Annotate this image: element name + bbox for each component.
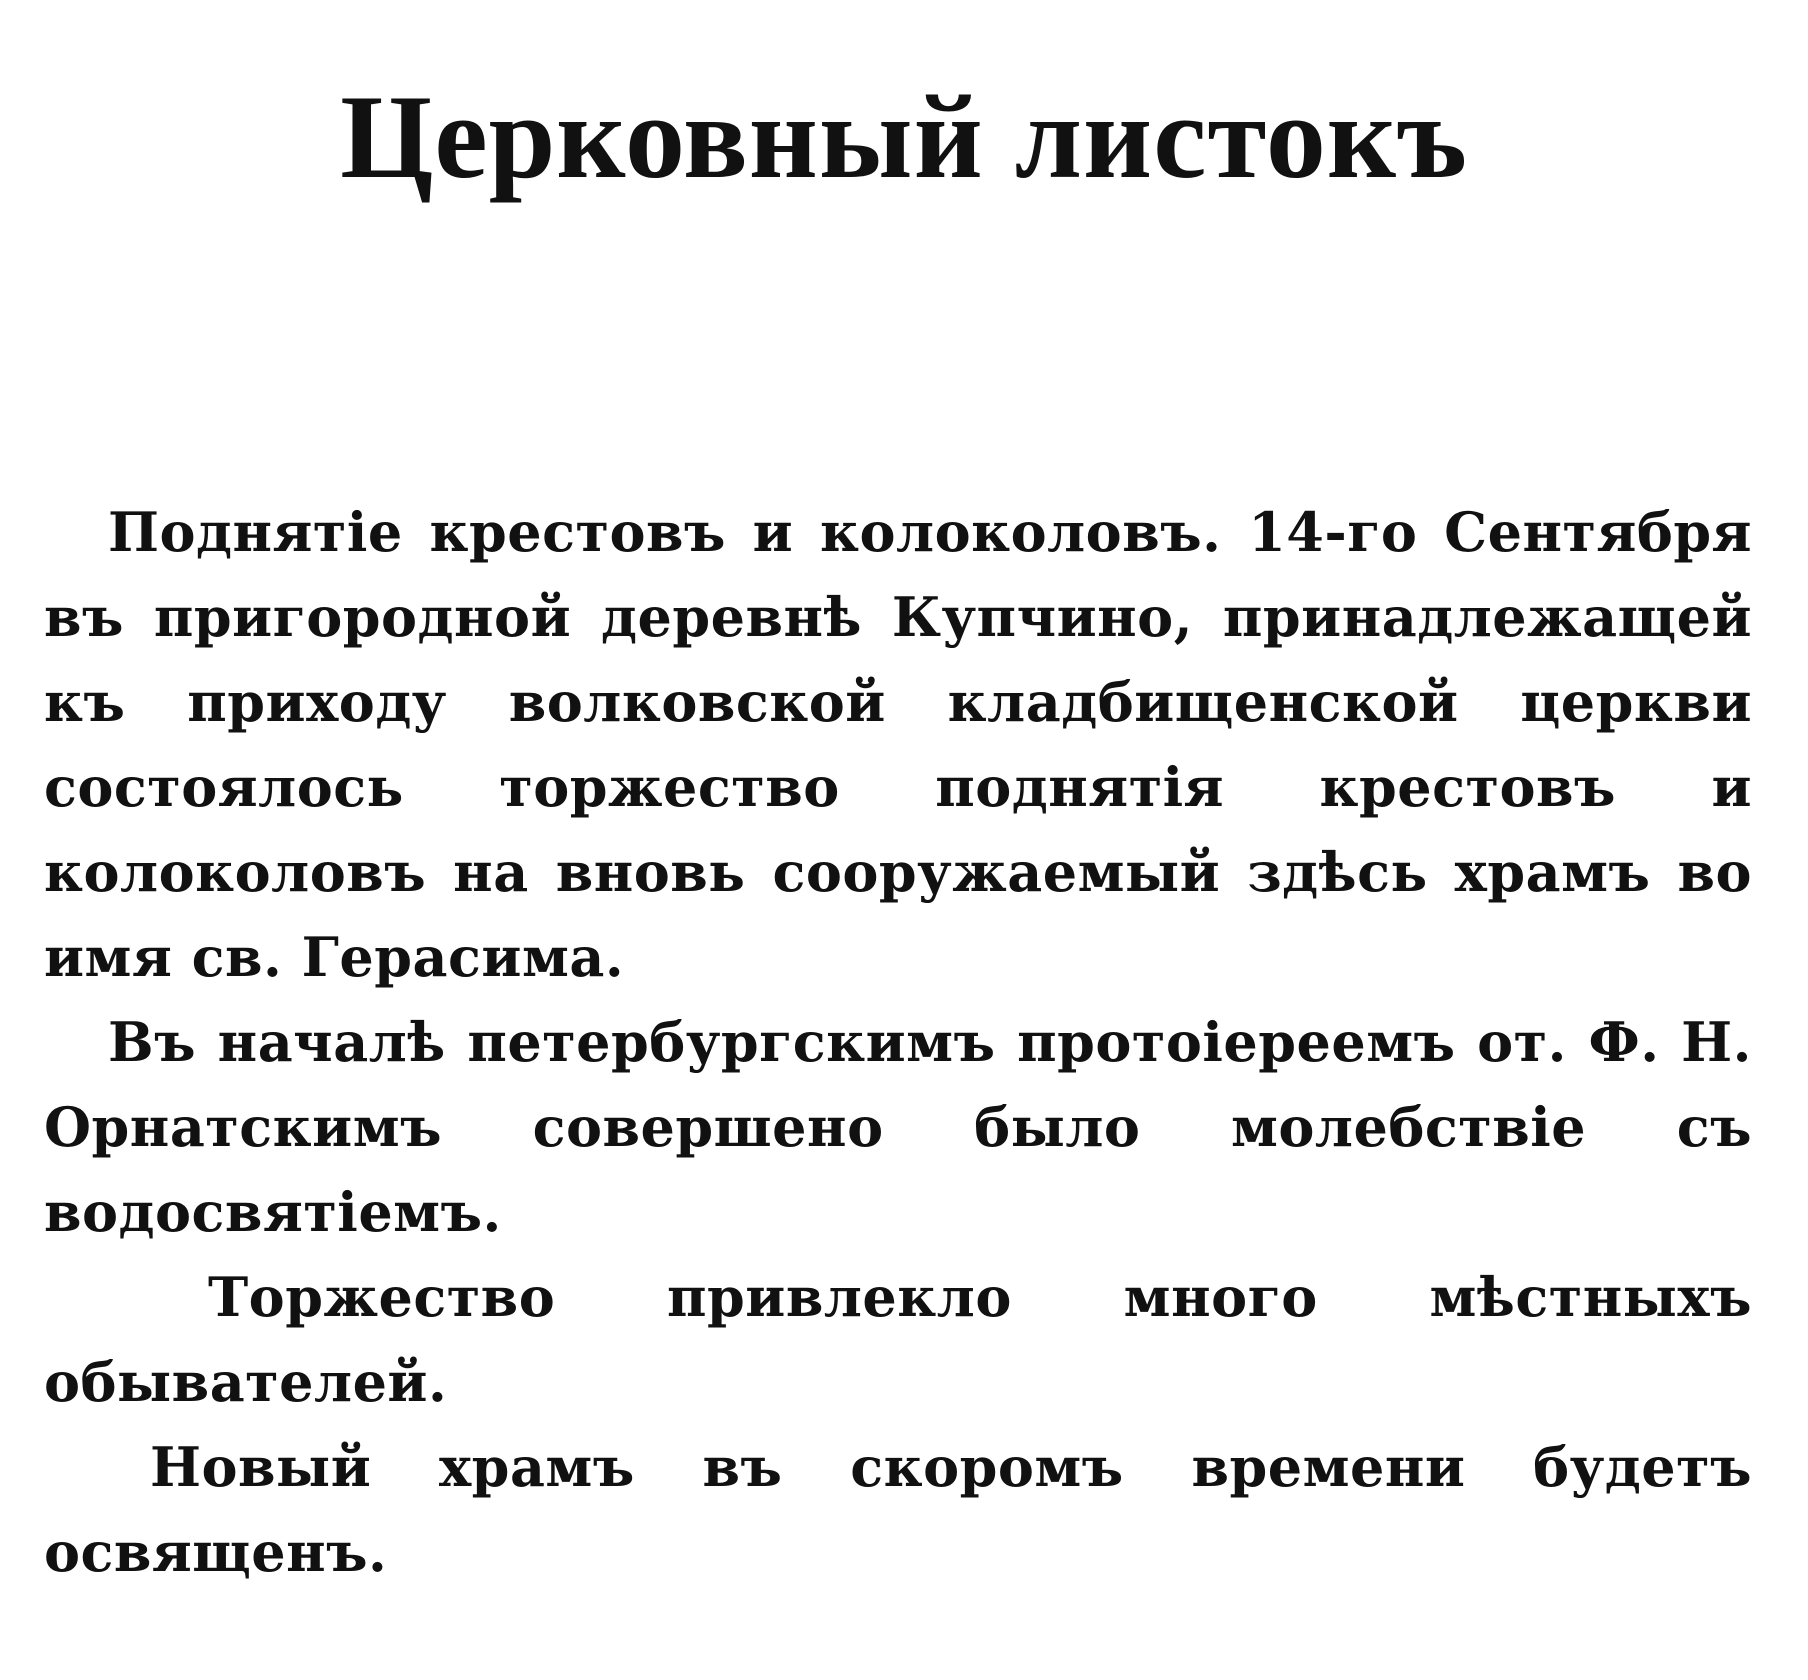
article-body <box>44 490 1752 1595</box>
document-title: Церковный листокъ <box>340 70 1468 203</box>
paragraph-attendance: Торжество привлекло много мѣстныхъ обывателей. <box>44 1265 1752 1414</box>
paragraph-consecration: Новый храмъ въ скоромъ времени будетъ освященъ. <box>44 1435 1752 1584</box>
paragraph-moleben: Въ началѣ петербургскимъ протоіереемъ от. Ф. Н. Орнатскимъ совершено было молебствіе съ водосвятіемъ. <box>44 1010 1752 1244</box>
paragraph-raising-crosses: Поднятіе крестовъ и колоколовъ. 14-го Сентября въ пригородной деревнѣ Купчино, принадлежащей къ приходу волковской кладбищенской церкви состоялось торжество поднятія крестовъ и колоколовъ на вновь сооружаемый здѣсь храмъ во имя св. Герасима. <box>44 500 1752 989</box>
